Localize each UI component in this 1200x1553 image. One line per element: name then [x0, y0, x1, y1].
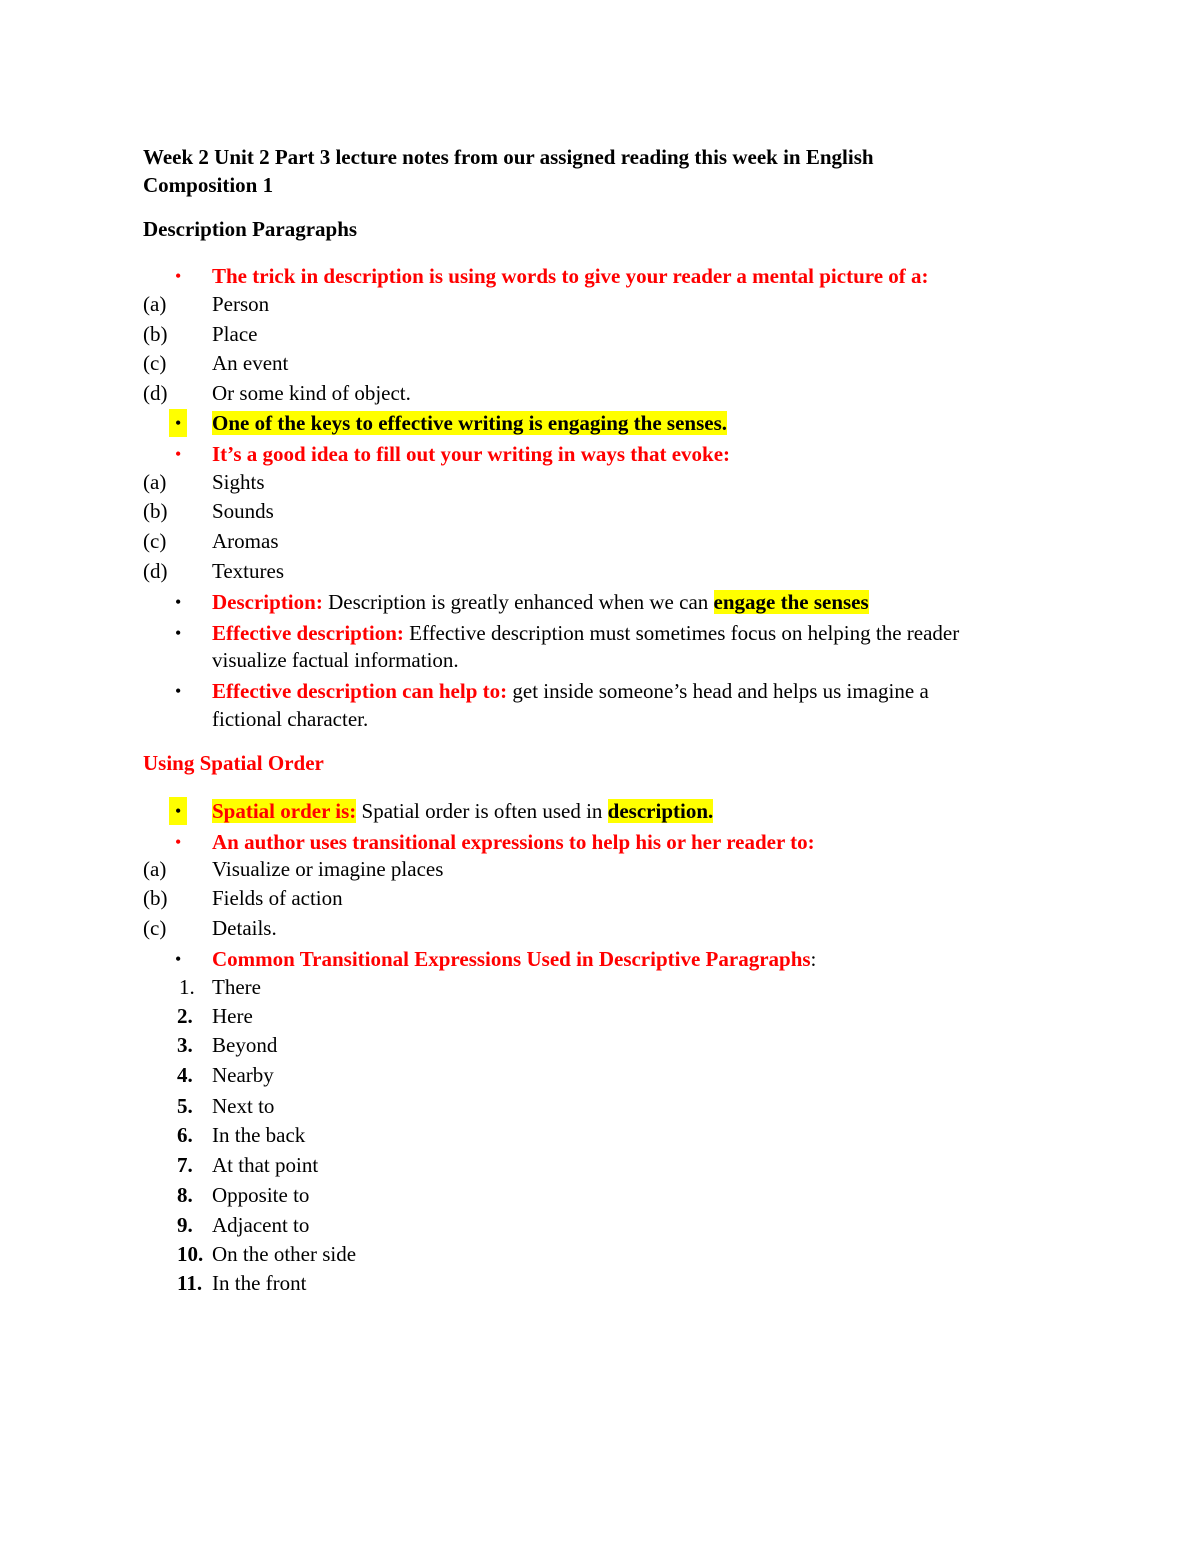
bullet-content	[212, 945, 1062, 973]
document-title	[143, 143, 1063, 171]
list-text: Beyond	[212, 1033, 278, 1057]
section-heading-description	[143, 215, 1063, 243]
list-text: Nearby	[212, 1063, 274, 1087]
list-number: 8.	[177, 1183, 193, 1207]
list-text: At that point	[212, 1153, 319, 1177]
list-text: Place	[212, 322, 258, 346]
list-text: Adjacent to	[212, 1213, 310, 1237]
list-marker: (a)	[143, 857, 167, 881]
bullet-text: Spatial order is often used in	[356, 799, 608, 823]
bullet-suffix: :	[810, 947, 817, 971]
list-marker: (c)	[143, 529, 167, 553]
section-heading-spatial-order	[143, 749, 1063, 777]
list-number: 7.	[177, 1153, 193, 1177]
bullet-icon: •	[175, 623, 182, 643]
bullet-text: One of the keys to effective writing is engaging the senses.	[212, 411, 728, 435]
bullet-icon: •	[175, 444, 182, 464]
bullet-label: Description:	[212, 590, 323, 614]
highlighted-text: engage the senses	[713, 590, 869, 614]
bullet-text: An author uses transitional expressions to help his or her reader to:	[212, 830, 815, 854]
list-number: 1.	[179, 975, 195, 999]
bullet-text: It’s a good idea to fill out your writing in ways that evoke:	[212, 442, 731, 466]
list-text: Visualize or imagine places	[212, 857, 444, 881]
bullet-text: Description is greatly enhanced when we can	[322, 590, 714, 614]
title-line-1: Week 2 Unit 2 Part 3 lecture notes from our assigned reading this week in English	[143, 145, 874, 169]
bullet-text: fictional character.	[212, 707, 369, 731]
list-text: Details.	[212, 916, 277, 940]
list-text: Opposite to	[212, 1183, 310, 1207]
list-text: Aromas	[212, 529, 279, 553]
section-heading-text: Description Paragraphs	[143, 217, 358, 241]
bullet-text: visualize factual information.	[212, 648, 459, 672]
bullet-label: Effective description:	[212, 621, 404, 645]
list-text: On the other side	[212, 1242, 357, 1266]
document-title-continued	[143, 171, 1063, 199]
list-text: Here	[212, 1004, 253, 1028]
bullet-icon: •	[175, 266, 182, 286]
bullet-icon: •	[175, 592, 182, 612]
list-text: Person	[212, 292, 270, 316]
bullet-label: Common Transitional Expressions Used in Descriptive Paragraphs	[212, 947, 811, 971]
list-text: Or some kind of object.	[212, 381, 411, 405]
bullet-content	[212, 619, 1062, 647]
list-marker: (b)	[143, 886, 168, 910]
bullet-label: Effective description can help to:	[212, 679, 508, 703]
bullet-text: Effective description must sometimes focus on helping the reader	[403, 621, 960, 645]
list-text: Sounds	[212, 499, 274, 523]
list-marker: (b)	[143, 322, 168, 346]
bullet-content	[212, 797, 1062, 825]
list-number: 3.	[177, 1033, 193, 1057]
bullet-content	[212, 409, 1062, 437]
list-number: 9.	[177, 1213, 193, 1237]
list-marker: (a)	[143, 470, 167, 494]
list-number: 2.	[177, 1004, 193, 1028]
list-text: Sights	[212, 470, 265, 494]
highlighted-text: description.	[607, 799, 714, 823]
list-marker: (c)	[143, 351, 167, 375]
list-number: 10.	[177, 1242, 204, 1266]
list-number: 4.	[177, 1063, 193, 1087]
list-marker: (b)	[143, 499, 168, 523]
list-marker: (d)	[143, 381, 168, 405]
list-text: In the back	[212, 1123, 306, 1147]
bullet-text: get inside someone’s head and helps us imagine a	[507, 679, 929, 703]
bullet-icon: •	[175, 949, 182, 969]
list-text: An event	[212, 351, 289, 375]
list-number: 5.	[177, 1094, 193, 1118]
bullet-icon: •	[175, 832, 182, 852]
bullet-text: The trick in description is using words to give your reader a mental picture of a:	[212, 264, 929, 288]
list-text: Next to	[212, 1094, 275, 1118]
bullet-content	[212, 677, 1062, 705]
list-number: 11.	[177, 1271, 203, 1295]
section-heading-text: Using Spatial Order	[143, 751, 324, 775]
list-number: 6.	[177, 1123, 193, 1147]
list-marker: (a)	[143, 292, 167, 316]
bullet-label: Spatial order is:	[212, 799, 357, 823]
list-text: Textures	[212, 559, 285, 583]
list-marker: (d)	[143, 559, 168, 583]
title-line-2: Composition 1	[143, 173, 274, 197]
bullet-icon: •	[169, 409, 187, 437]
bullet-icon: •	[169, 797, 187, 825]
list-text: Fields of action	[212, 886, 343, 910]
bullet-icon: •	[175, 681, 182, 701]
bullet-content	[212, 588, 1062, 616]
list-text: There	[212, 975, 261, 999]
list-text: In the front	[212, 1271, 307, 1295]
list-marker: (c)	[143, 916, 167, 940]
